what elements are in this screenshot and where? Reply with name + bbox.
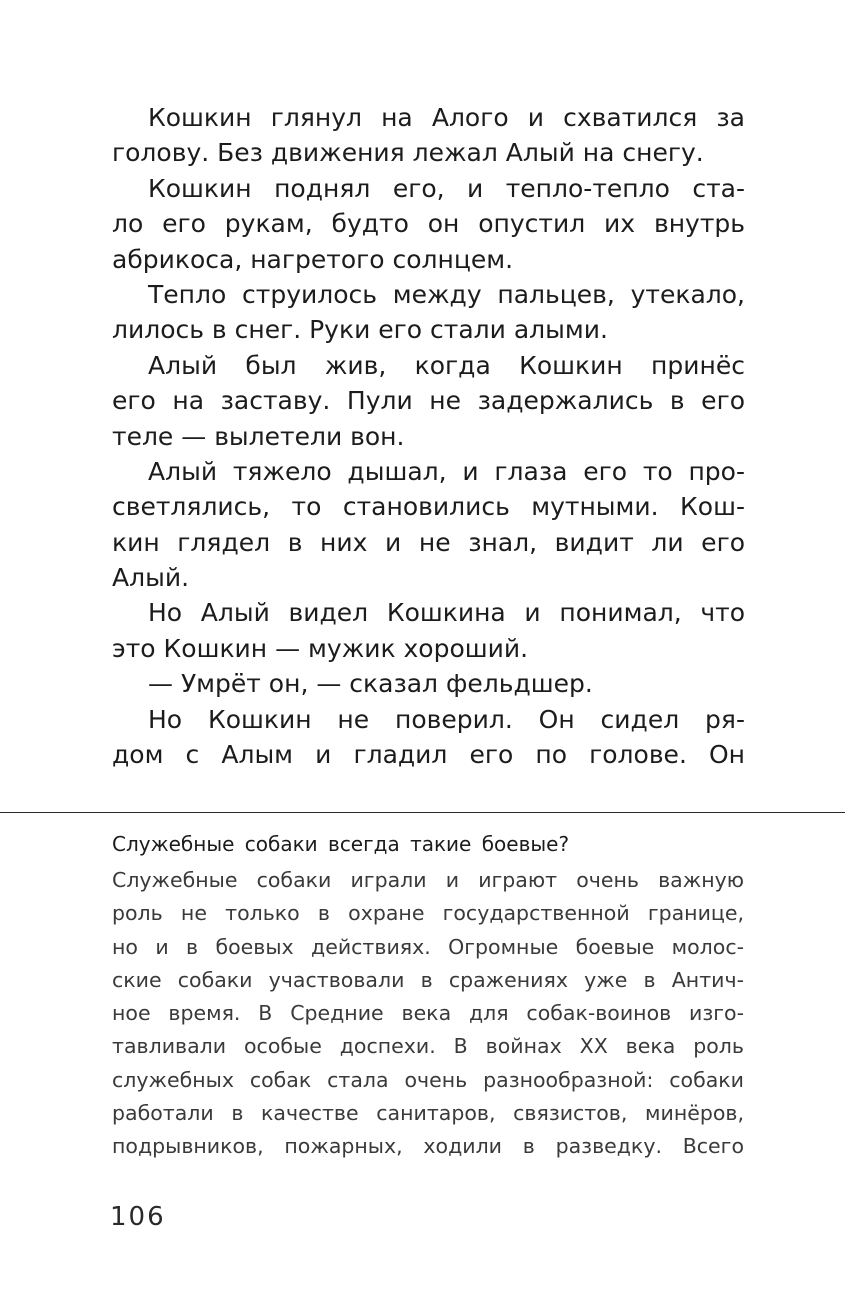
paragraph-line: — Умрёт он, — сказал фельдшер. [148, 669, 593, 699]
sidebar-line: работали в качестве санитаров, связистов, минёров, [112, 1101, 744, 1126]
paragraph-line: кин глядел в них и не знал, видит ли его [112, 527, 745, 557]
main-text [112, 100, 745, 772]
paragraph-line: его на заставу. Пули не задержались в его [112, 386, 745, 416]
sidebar-line: Служебные собаки играли и играют очень важную [112, 868, 744, 892]
sidebar-line: служебных собак стала очень разнообразной: собаки [112, 1067, 744, 1092]
sidebar-line: подрывников, пожарных, ходили в разведку. Всего [112, 1134, 744, 1159]
paragraph-line: Тепло струилось между пальцев, утекало, [148, 279, 745, 309]
paragraph-line: дом с Алым и гладил его по голове. Он [112, 740, 745, 770]
paragraph-line: Но Кошкин не поверил. Он сидел ря- [148, 704, 745, 734]
sidebar-line: роль не только в охране государственной границе, [112, 901, 744, 926]
paragraph-line: это Кошкин — мужик хороший. [112, 633, 529, 663]
paragraph-line: Кошкин поднял его, и тепло-тепло ста- [148, 173, 745, 203]
divider-rule [0, 812, 845, 813]
paragraph-line: Алый. [112, 563, 190, 593]
paragraph-line: светлялись, то становились мутными. Кош- [112, 492, 745, 522]
sidebar-line: тавливали особые доспехи. В войнах XX века роль [112, 1034, 744, 1059]
sidebar-title: Служебные собаки всегда такие боевые? [112, 832, 570, 856]
paragraph-line: Алый тяжело дышал, и глаза его то про- [148, 456, 745, 486]
paragraph-line: Но Алый видел Кошкина и понимал, что [148, 598, 745, 628]
sidebar-line: но и в боевых действиях. Огромные боевые молос- [112, 934, 744, 959]
paragraph-line: Алый был жив, когда Кошкин принёс [148, 350, 745, 380]
page-number: 106 [110, 1202, 166, 1232]
sidebar-line: ное время. В Средние века для собак-воинов изго- [112, 1001, 744, 1026]
sidebar-line: ские собаки участвовали в сражениях уже в Антич- [112, 967, 744, 992]
paragraph-line: лилось в снег. Руки его стали алыми. [112, 315, 608, 345]
paragraph-line: абрикоса, нагретого солнцем. [112, 244, 514, 274]
paragraph-line: голову. Без движения лежал Алый на снегу. [112, 138, 704, 168]
sidebar-note [112, 828, 744, 1164]
paragraph-line: ло его рукам, будто он опустил их внутрь [112, 209, 745, 239]
paragraph-line: теле — вылетели вон. [112, 421, 405, 451]
paragraph-line: Кошкин глянул на Алого и схватился за [148, 103, 745, 132]
